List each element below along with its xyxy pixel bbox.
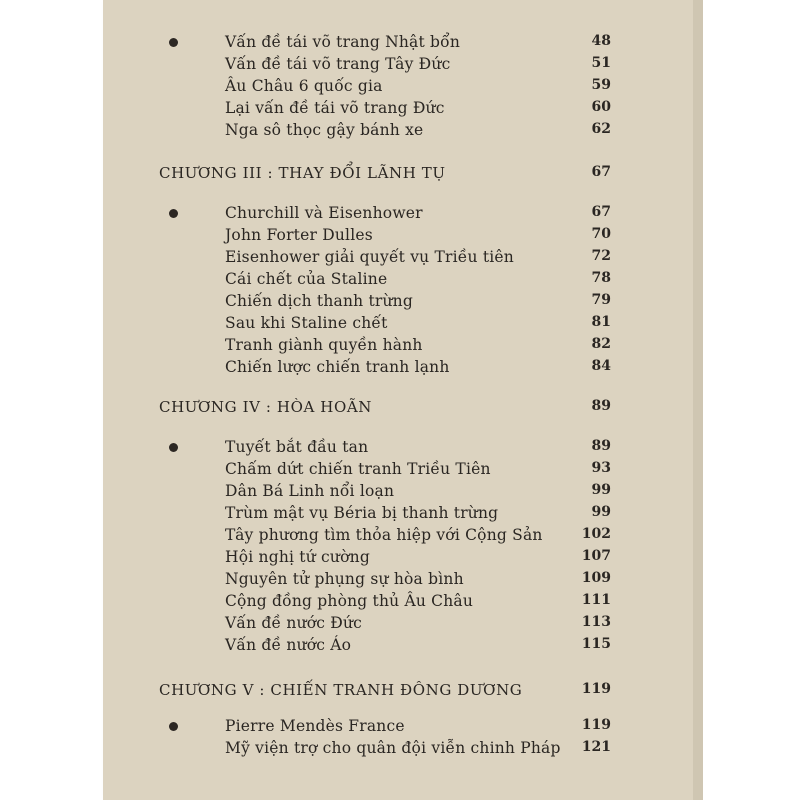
page-number: 119	[581, 681, 611, 697]
page-number: 89	[591, 398, 611, 414]
toc-entry	[103, 314, 693, 336]
toc-entry	[103, 460, 693, 482]
toc-entry	[103, 77, 693, 99]
page-number: 81	[591, 314, 611, 330]
page-number: 121	[581, 739, 611, 755]
page-number: 82	[591, 336, 611, 352]
toc-entry	[103, 33, 693, 55]
chapter-title: CHƯƠNG IV : HÒA HOÃN	[159, 398, 373, 416]
page-number: 67	[591, 164, 611, 180]
toc-entry	[103, 614, 693, 636]
chapter-heading	[103, 398, 693, 420]
toc-entry	[103, 570, 693, 592]
page-number: 78	[591, 270, 611, 286]
toc-entry	[103, 636, 693, 658]
entry-title: Chấm dứt chiến tranh Triều Tiên	[225, 460, 491, 478]
page-number: 70	[591, 226, 611, 242]
entry-title: Nga sô thọc gậy bánh xe	[225, 121, 424, 139]
bullet-dot	[169, 722, 178, 731]
toc-entry	[103, 504, 693, 526]
page-number: 48	[591, 33, 611, 49]
entry-title: Vấn đề nước Áo	[225, 636, 352, 654]
entry-title: Pierre Mendès France	[225, 717, 405, 735]
entry-title: Tranh giành quyền hành	[225, 336, 423, 354]
entry-title: Sau khi Staline chết	[225, 314, 388, 332]
entry-title: Chiến lược chiến tranh lạnh	[225, 358, 450, 376]
entry-title: Eisenhower giải quyết vụ Triều tiên	[225, 248, 514, 266]
book-page	[103, 0, 693, 800]
entry-title: Chiến dịch thanh trừng	[225, 292, 413, 310]
page-number: 89	[591, 438, 611, 454]
page-number: 51	[591, 55, 611, 71]
page-number: 111	[581, 592, 611, 608]
chapter-heading	[103, 681, 693, 703]
entry-title: John Forter Dulles	[225, 226, 373, 244]
chapter-title: CHƯƠNG V : CHIẾN TRANH ĐÔNG DƯƠNG	[159, 681, 523, 699]
page-number: 67	[591, 204, 611, 220]
bullet-dot	[169, 443, 178, 452]
entry-title: Tuyết bắt đầu tan	[225, 438, 369, 456]
page-number: 107	[581, 548, 611, 564]
chapter-heading	[103, 164, 693, 186]
toc-entry	[103, 482, 693, 504]
page-number: 93	[591, 460, 611, 476]
toc-entry	[103, 270, 693, 292]
entry-title: Hội nghị tứ cường	[225, 548, 370, 566]
entry-title: Churchill và Eisenhower	[225, 204, 423, 222]
page-number: 59	[591, 77, 611, 93]
entry-title: Mỹ viện trợ cho quân đội viễn chinh Pháp	[225, 739, 561, 757]
entry-title: Cộng đồng phòng thủ Âu Châu	[225, 592, 474, 610]
page-number: 84	[591, 358, 611, 374]
bullet-dot	[169, 38, 178, 47]
page-number: 102	[581, 526, 611, 542]
toc-entry	[103, 526, 693, 548]
bullet-dot	[169, 209, 178, 218]
toc-entry	[103, 336, 693, 358]
entry-title: Vấn đề nước Đức	[225, 614, 363, 632]
page-number: 62	[591, 121, 611, 137]
entry-title: Lại vấn đề tái võ trang Đức	[225, 99, 445, 117]
entry-title: Nguyên tử phụng sự hòa bình	[225, 570, 464, 588]
entry-title: Vấn đề tái võ trang Nhật bổn	[225, 33, 460, 51]
page-number: 99	[591, 504, 611, 520]
toc-entry	[103, 121, 693, 143]
toc-entry	[103, 99, 693, 121]
toc-entry	[103, 292, 693, 314]
toc-entry	[103, 55, 693, 77]
page-number: 109	[581, 570, 611, 586]
toc-entry	[103, 592, 693, 614]
toc-entry	[103, 739, 693, 761]
entry-title: Dân Bá Linh nổi loạn	[225, 482, 395, 500]
entry-title: Vấn đề tái võ trang Tây Đức	[225, 55, 451, 73]
page-number: 60	[591, 99, 611, 115]
page-number: 72	[591, 248, 611, 264]
entry-title: Cái chết của Staline	[225, 270, 388, 288]
toc-entry	[103, 548, 693, 570]
toc-entry	[103, 204, 693, 226]
toc-entry	[103, 358, 693, 380]
chapter-title: CHƯƠNG III : THAY ĐỔI LÃNH TỤ	[159, 164, 446, 182]
toc-entry	[103, 717, 693, 739]
entry-title: Tây phương tìm thỏa hiệp với Cộng Sản	[225, 526, 543, 544]
entry-title: Trùm mật vụ Béria bị thanh trừng	[225, 504, 499, 522]
page-number: 115	[581, 636, 611, 652]
toc-entry	[103, 226, 693, 248]
toc-entry	[103, 248, 693, 270]
page-number: 99	[591, 482, 611, 498]
page-number: 119	[581, 717, 611, 733]
page-number: 79	[591, 292, 611, 308]
entry-title: Âu Châu 6 quốc gia	[225, 77, 383, 95]
page-number: 113	[581, 614, 611, 630]
page-edge	[693, 0, 703, 800]
toc-entry	[103, 438, 693, 460]
